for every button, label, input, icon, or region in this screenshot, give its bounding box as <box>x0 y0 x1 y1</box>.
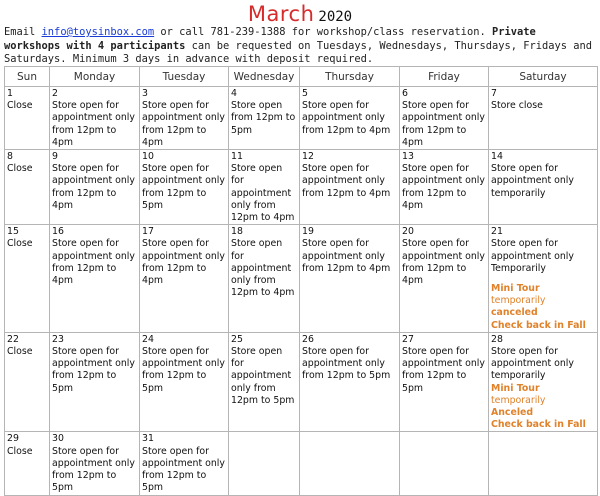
day-number: 22 <box>7 333 19 345</box>
day-number: 7 <box>491 88 497 99</box>
day-note: Store open for appointment only Temporarily <box>491 238 574 274</box>
day-cell <box>140 87 229 150</box>
day-note: Store open for appointment only temporarily <box>491 163 574 199</box>
day-note: Store open for appointment only from 12pm to 4pm <box>52 100 135 148</box>
day-cell <box>229 150 300 225</box>
day-note: Store open for appointment only from 12pm to 4pm <box>302 238 391 274</box>
day-note: Store open for appointment only from 12pm to 4pm <box>231 238 295 299</box>
day-number: 2 <box>52 88 58 99</box>
day-cell <box>489 332 598 432</box>
day-cell <box>50 150 140 225</box>
day-number: 17 <box>142 226 154 238</box>
day-cell <box>300 332 400 432</box>
weekday-header: Friday <box>400 67 489 87</box>
weekday-header: Wednesday <box>229 67 300 87</box>
day-number: 28 <box>491 333 503 345</box>
day-number: 29 <box>7 433 19 445</box>
week-row <box>5 432 598 495</box>
day-note: Store open for appointment only from 12pm to 4pm <box>142 100 225 148</box>
day-number: 20 <box>402 226 414 238</box>
day-number: 19 <box>302 226 314 238</box>
day-note: Store open for appointment only from 12pm to 4pm <box>142 238 225 287</box>
day-cell <box>229 87 300 150</box>
day-note: Store open for appointment only from 12pm to 4pm <box>52 163 135 211</box>
day-cell <box>489 225 598 333</box>
day-note: Store open for appointment only from 12pm to 4pm <box>231 163 295 224</box>
day-cell <box>5 150 50 225</box>
mini-tour-check-back: Check back in Fall <box>491 419 586 431</box>
day-cell <box>229 225 300 333</box>
week-row <box>5 87 598 150</box>
day-cell <box>5 432 50 495</box>
day-cell-empty <box>229 432 300 495</box>
calendar-title <box>0 2 600 28</box>
week-row <box>5 332 598 432</box>
mini-tour-check-back: Check back in Fall <box>491 319 586 331</box>
day-note: Store open for appointment only from 12pm to 4pm <box>302 100 391 136</box>
weekday-header: Thursday <box>300 67 400 87</box>
day-cell <box>400 87 489 150</box>
day-note: Store open from 12pm to 5pm <box>231 100 296 136</box>
weekday-header-row <box>5 67 598 87</box>
day-cell <box>400 332 489 432</box>
day-note: Close <box>7 346 33 358</box>
day-note: Store open for appointment only from 12pm to 5pm <box>302 346 391 382</box>
weekday-header: Tuesday <box>140 67 229 87</box>
day-number: 13 <box>402 151 414 163</box>
day-number: 14 <box>491 151 503 163</box>
day-number: 21 <box>491 226 503 238</box>
mini-tour-status: temporarily <box>491 394 546 406</box>
day-note: Store open for appointment only from 12pm to 5pm <box>52 445 135 494</box>
mini-tour-canceled: Anceled <box>491 407 534 419</box>
day-number: 5 <box>302 88 308 99</box>
day-number: 6 <box>402 88 408 99</box>
day-note: Store open for appointment only from 12pm to 5pm <box>142 163 225 211</box>
day-cell <box>50 332 140 432</box>
day-note: Close <box>7 238 33 250</box>
week-row <box>5 150 598 225</box>
weekday-header: Saturday <box>489 67 598 87</box>
day-cell <box>300 150 400 225</box>
day-note: Store open for appointment only from 12pm to 5pm <box>142 445 225 494</box>
day-cell <box>489 87 598 150</box>
day-cell <box>300 225 400 333</box>
day-cell-empty <box>300 432 400 495</box>
month-title: March <box>247 2 315 26</box>
day-note: Store open for appointment only from 12pm to 5pm <box>402 346 485 394</box>
mini-tour-notice <box>491 383 595 407</box>
day-cell <box>50 87 140 150</box>
day-cell <box>140 225 229 333</box>
day-number: 18 <box>231 226 243 238</box>
day-cell <box>400 225 489 333</box>
day-number: 23 <box>52 333 64 345</box>
day-note: Store open for appointment only from 12pm to 5pm <box>231 346 295 406</box>
day-cell <box>229 332 300 432</box>
day-note: Store open for appointment only from 12pm to 5pm <box>142 346 225 394</box>
day-cell <box>140 432 229 495</box>
day-note: Close <box>7 163 33 175</box>
intro-terms: can be requested on Tuesdays, Wednesdays, Thursdays, Fridays and Saturdays. Minimum 3 days in advance with deposit required. <box>4 39 593 65</box>
day-note: Store close <box>491 100 543 112</box>
day-number: 3 <box>142 88 148 99</box>
mini-tour-label: Mini Tour <box>491 283 540 295</box>
intro-email-prefix: Email <box>4 26 42 38</box>
day-note: Close <box>7 100 33 112</box>
day-number: 1 <box>7 88 13 99</box>
day-number: 10 <box>142 151 154 163</box>
mini-tour-label: Mini Tour <box>491 382 540 394</box>
day-number: 15 <box>7 226 19 238</box>
day-cell <box>140 332 229 432</box>
day-number: 12 <box>302 151 314 163</box>
intro-private-workshop: Private workshops with 4 participants <box>4 26 536 52</box>
day-number: 4 <box>231 88 237 99</box>
day-cell <box>400 150 489 225</box>
day-cell <box>5 87 50 150</box>
day-cell <box>50 225 140 333</box>
day-cell-empty <box>489 432 598 495</box>
year-title: 2020 <box>318 9 353 25</box>
day-note: Store open for appointment only from 12pm to 4pm <box>302 163 391 199</box>
day-number: 11 <box>231 151 243 163</box>
day-number: 27 <box>402 333 414 345</box>
intro-text <box>4 26 596 67</box>
day-cell <box>140 150 229 225</box>
day-note: Store open for appointment only temporarily <box>491 346 574 382</box>
calendar-table <box>4 66 598 496</box>
day-cell <box>489 150 598 225</box>
weekday-header: Sun <box>5 67 50 87</box>
day-number: 30 <box>52 433 64 445</box>
mini-tour-status: temporarily <box>491 295 546 307</box>
day-note: Store open for appointment only from 12pm to 5pm <box>52 346 135 394</box>
email-link[interactable]: info@toysinbox.com <box>41 26 155 38</box>
day-cell <box>5 225 50 333</box>
day-number: 9 <box>52 151 58 163</box>
day-cell <box>300 87 400 150</box>
weekday-header: Monday <box>50 67 140 87</box>
day-note: Store open for appointment only from 12pm to 4pm <box>402 238 485 287</box>
intro-phone-text: or call 781-239-1388 for workshop/class reservation. <box>154 26 492 38</box>
day-number: 31 <box>142 433 154 445</box>
day-cell-empty <box>400 432 489 495</box>
day-number: 16 <box>52 226 64 238</box>
week-row <box>5 225 598 333</box>
day-number: 25 <box>231 333 243 345</box>
day-note: Store open for appointment only from 12pm to 4pm <box>402 100 485 148</box>
day-number: 24 <box>142 333 154 345</box>
mini-tour-notice <box>491 283 595 307</box>
day-note: Close <box>7 445 33 457</box>
day-cell <box>50 432 140 495</box>
day-cell <box>5 332 50 432</box>
day-number: 26 <box>302 333 314 345</box>
day-number: 8 <box>7 151 13 163</box>
day-note: Store open for appointment only from 12pm to 4pm <box>402 163 485 211</box>
day-note: Store open for appointment only from 12pm to 4pm <box>52 238 135 287</box>
mini-tour-canceled: canceled <box>491 307 538 319</box>
